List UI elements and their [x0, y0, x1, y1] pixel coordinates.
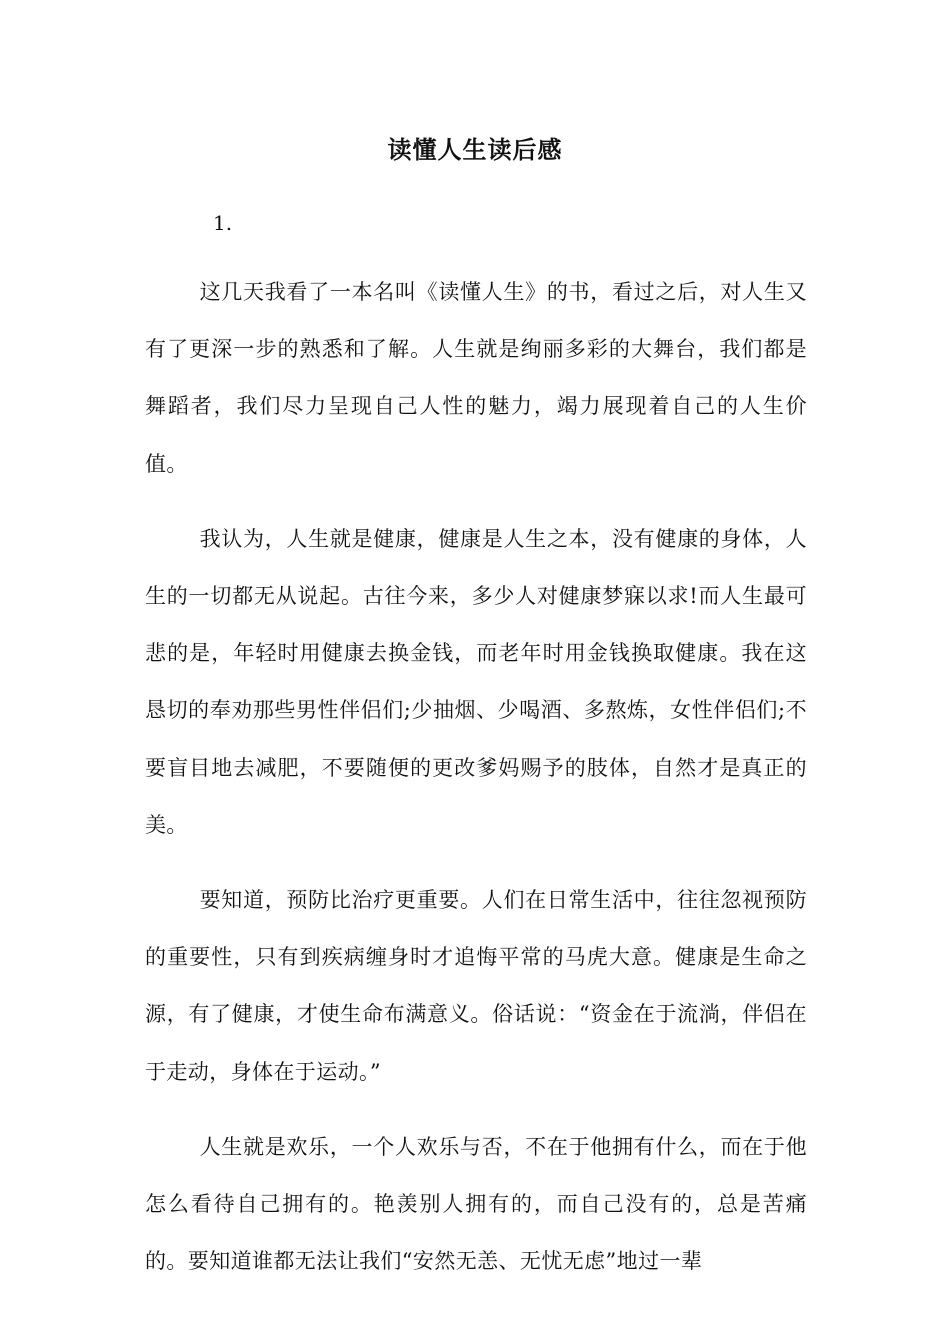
document-title: 读懂人生读后感	[387, 135, 563, 164]
document-body	[145, 203, 807, 1290]
section-number: 1.	[213, 211, 233, 235]
paragraph-1: 这几天我看了一本名叫《读懂人生》的书，看过之后，对人生又有了更深一步的熟悉和了解。人生就是绚丽多彩的大舞台，我们都是舞蹈者，我们尽力呈现自己人性的魅力，竭力展现着自己的人生价值。	[145, 280, 807, 476]
paragraph-2: 我认为，人生就是健康，健康是人生之本，没有健康的身体，人生的一切都无从说起。古往今来，多少人对健康梦寐以求!而人生最可悲的是，年轻时用健康去换金钱，而老年时用金钱换取健康。我在这恳切的奉劝那些男性伴侣们;少抽烟、少喝酒、多熬炼，女性伴侣们;不要盲目地去减肥，不要随便的更改爹妈赐予的肢体，自然才是真正的美。	[145, 526, 807, 837]
paragraph-3: 要知道，预防比治疗更重要。人们在日常生活中，往往忽视预防的重要性，只有到疾病缠身时才追悔平常的马虎大意。健康是生命之源，有了健康，才使生命布满意义。俗话说：“资金在于流淌，伴侣在于走动，身体在于运动。”	[145, 888, 807, 1084]
paragraph-4: 人生就是欢乐，一个人欢乐与否，不在于他拥有什么，而在于他怎么看待自己拥有的。艳羡别人拥有的，而自己没有的，总是苦痛的。要知道谁都无法让我们“安然无恙、无忧无虑”地过一辈	[145, 1134, 807, 1274]
